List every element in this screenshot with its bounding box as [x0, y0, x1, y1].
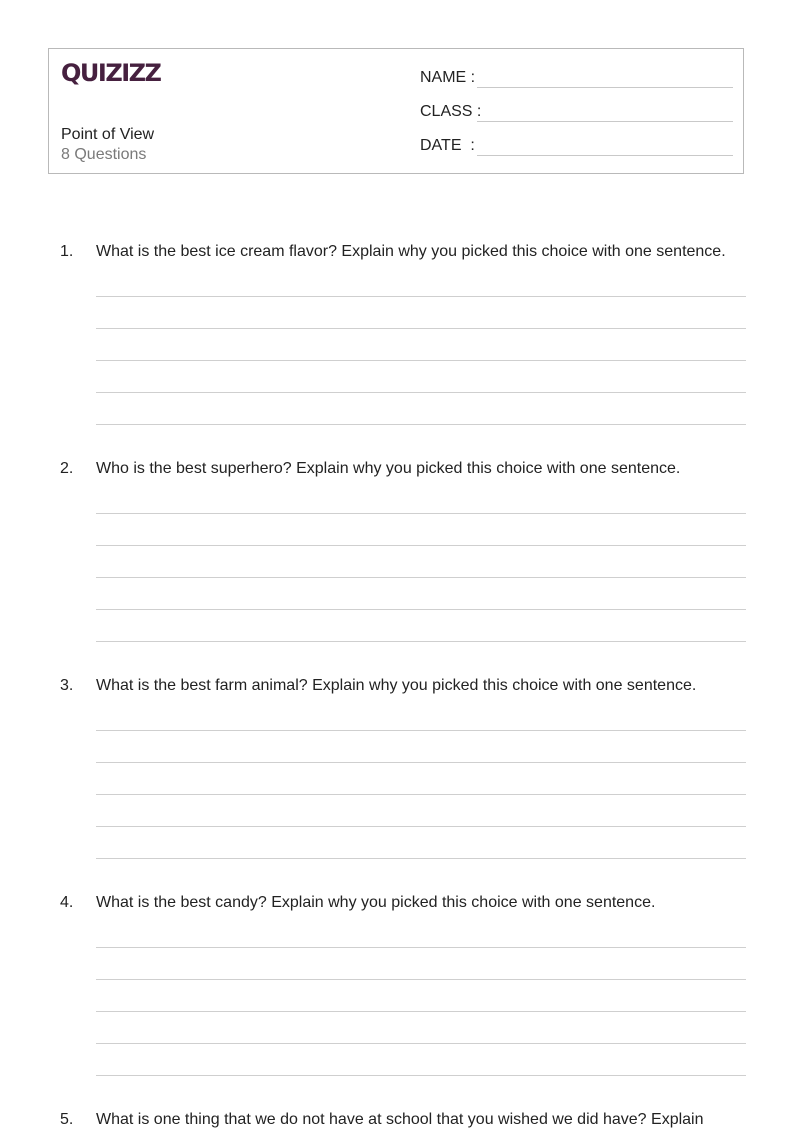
class-field[interactable]	[420, 100, 733, 124]
answer-line[interactable]	[96, 392, 746, 393]
answer-line[interactable]	[96, 296, 746, 297]
question-number: 2.	[60, 460, 74, 477]
answer-line[interactable]	[96, 947, 746, 948]
question-text: What is the best candy? Explain why you picked this choice with one sentence.	[96, 894, 656, 911]
quizizz-logo: QUIZIZZ	[61, 59, 161, 87]
date-input-line[interactable]	[477, 155, 733, 156]
question-number: 3.	[60, 677, 74, 694]
answer-line[interactable]	[96, 762, 746, 763]
answer-line[interactable]	[96, 424, 746, 425]
answer-line[interactable]	[96, 328, 746, 329]
date-label: DATE :	[420, 137, 475, 154]
answer-line[interactable]	[96, 577, 746, 578]
question-text: What is one thing that we do not have at school that you wished we did have? Explain	[96, 1111, 704, 1128]
answer-line[interactable]	[96, 1011, 746, 1012]
name-field[interactable]	[420, 66, 733, 90]
answer-line[interactable]	[96, 1043, 746, 1044]
question-text: Who is the best superhero? Explain why you picked this choice with one sentence.	[96, 460, 681, 477]
name-label: NAME :	[420, 69, 476, 86]
answer-line[interactable]	[96, 826, 746, 827]
answer-line[interactable]	[96, 1075, 746, 1076]
question-number: 1.	[60, 243, 74, 260]
question-text: What is the best ice cream flavor? Explain why you picked this choice with one sentence.	[96, 243, 726, 260]
question-count: 8 Questions	[61, 146, 147, 163]
answer-line[interactable]	[96, 979, 746, 980]
answer-line[interactable]	[96, 609, 746, 610]
answer-line[interactable]	[96, 858, 746, 859]
question-number: 4.	[60, 894, 74, 911]
answer-line[interactable]	[96, 360, 746, 361]
answer-line[interactable]	[96, 641, 746, 642]
answer-line[interactable]	[96, 513, 746, 514]
name-input-line[interactable]	[477, 87, 733, 88]
class-label: CLASS :	[420, 103, 482, 120]
worksheet-title: Point of View	[61, 126, 155, 143]
date-field[interactable]	[420, 134, 733, 158]
class-input-line[interactable]	[477, 121, 733, 122]
question-number: 5.	[60, 1111, 74, 1128]
answer-line[interactable]	[96, 794, 746, 795]
answer-line[interactable]	[96, 545, 746, 546]
answer-line[interactable]	[96, 730, 746, 731]
question-text: What is the best farm animal? Explain why you picked this choice with one sentence.	[96, 677, 697, 694]
worksheet-header	[48, 48, 744, 174]
